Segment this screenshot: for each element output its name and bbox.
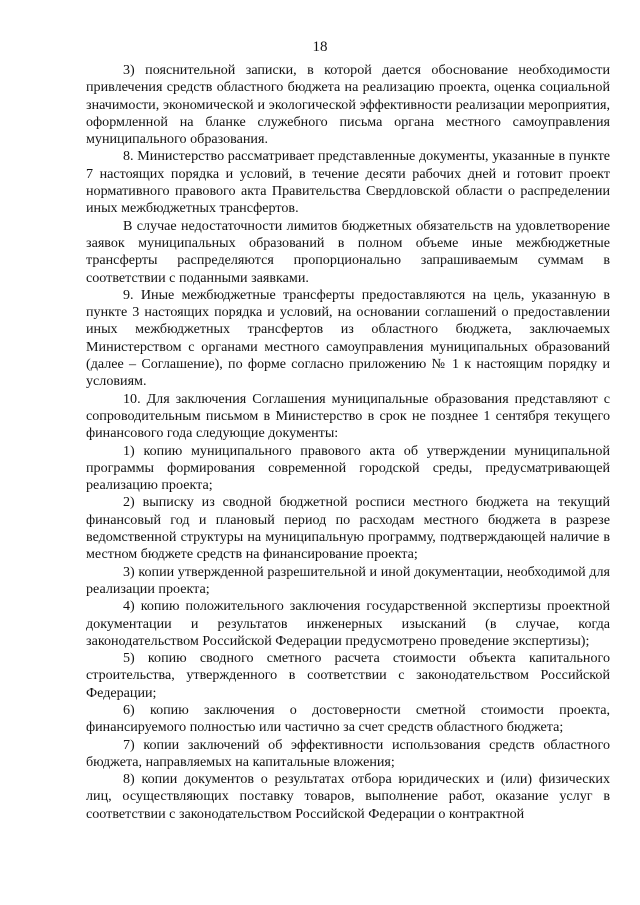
paragraph-explanatory-note: 3) пояснительной записки, в которой дается обоснование необходимости привлечения средств областного бюджета на реализацию проекта, оценка социальной значимости, экономической и экологической эффективности реализации мероприятия, оформленной на бланке служебного письма органа местного самоуправления муниципального образования.: [86, 62, 610, 148]
paragraph-item-9: 9. Иные межбюджетные трансферты предоставляются на цель, указанную в пункте 3 настоящих порядка и условий, на основании соглашений о предоставлении иных межбюджетных трансфертов из областного бюджета, заключаемых Министерством с органами местного самоуправления муниципальных образований (далее – Соглашение), по форме согласно приложению № 1 к настоящим порядку и условиям.: [86, 286, 610, 390]
paragraph-item-10: 10. Для заключения Соглашения муниципальные образования представляют с сопроводительным письмом в Министерство в срок не позднее 1 сентября текущего финансового года следующие документы:: [86, 390, 610, 442]
list-item-5: 5) копию сводного сметного расчета стоимости объекта капитального строительства, утвержденного в соответствии с законодательством Российской Федерации;: [86, 650, 610, 701]
list-item-4: 4) копию положительного заключения государственной экспертизы проектной документации и результатов инженерных изысканий (в случае, когда законодательством Российской Федерации предусмотрено проведение экспертизы);: [86, 598, 610, 649]
paragraph-item-8: 8. Министерство рассматривает представленные документы, указанные в пункте 7 настоящих порядка и условий, в течение десяти рабочих дней и готовит проект нормативного правового акта Правительства Свердловской области о распределении иных межбюджетных трансфертов.: [86, 148, 610, 217]
list-item-7: 7) копии заключений об эффективности использования средств областного бюджета, направляемых на капитальные вложения;: [86, 736, 610, 770]
document-body: [86, 62, 610, 823]
page-number: 18: [312, 39, 328, 55]
list-item-1: 1) копию муниципального правового акта об утверждении муниципальной программы формирования современной городской среды, предусматривающей реализацию проекта;: [86, 442, 610, 494]
list-item-8: 8) копии документов о результатах отбора юридических и (или) физических лиц, осуществляющих поставку товаров, выполнение работ, оказание услуг в соответствии с законодательством Российской Федерации о контрактной: [86, 771, 610, 822]
list-item-3: 3) копии утвержденной разрешительной и иной документации, необходимой для реализации проекта;: [86, 563, 610, 597]
list-item-2: 2) выписку из сводной бюджетной росписи местного бюджета на текущий финансовый год и плановый период по расходам местного бюджета в разрезе ведомственной структуры на муниципальную программу, подтверждающей наличие в местном бюджете средств на финансирование проекта;: [86, 494, 610, 563]
list-item-6: 6) копию заключения о достоверности сметной стоимости проекта, финансируемого полностью или частично за счет средств областного бюджета;: [86, 701, 610, 736]
paragraph-limits-insufficiency: В случае недостаточности лимитов бюджетных обязательств на удовлетворение заявок муниципальных образований в полном объеме иные межбюджетные трансферты распределяются пропорционально запрашиваемым суммам в соответствии с поданными заявками.: [86, 217, 610, 286]
